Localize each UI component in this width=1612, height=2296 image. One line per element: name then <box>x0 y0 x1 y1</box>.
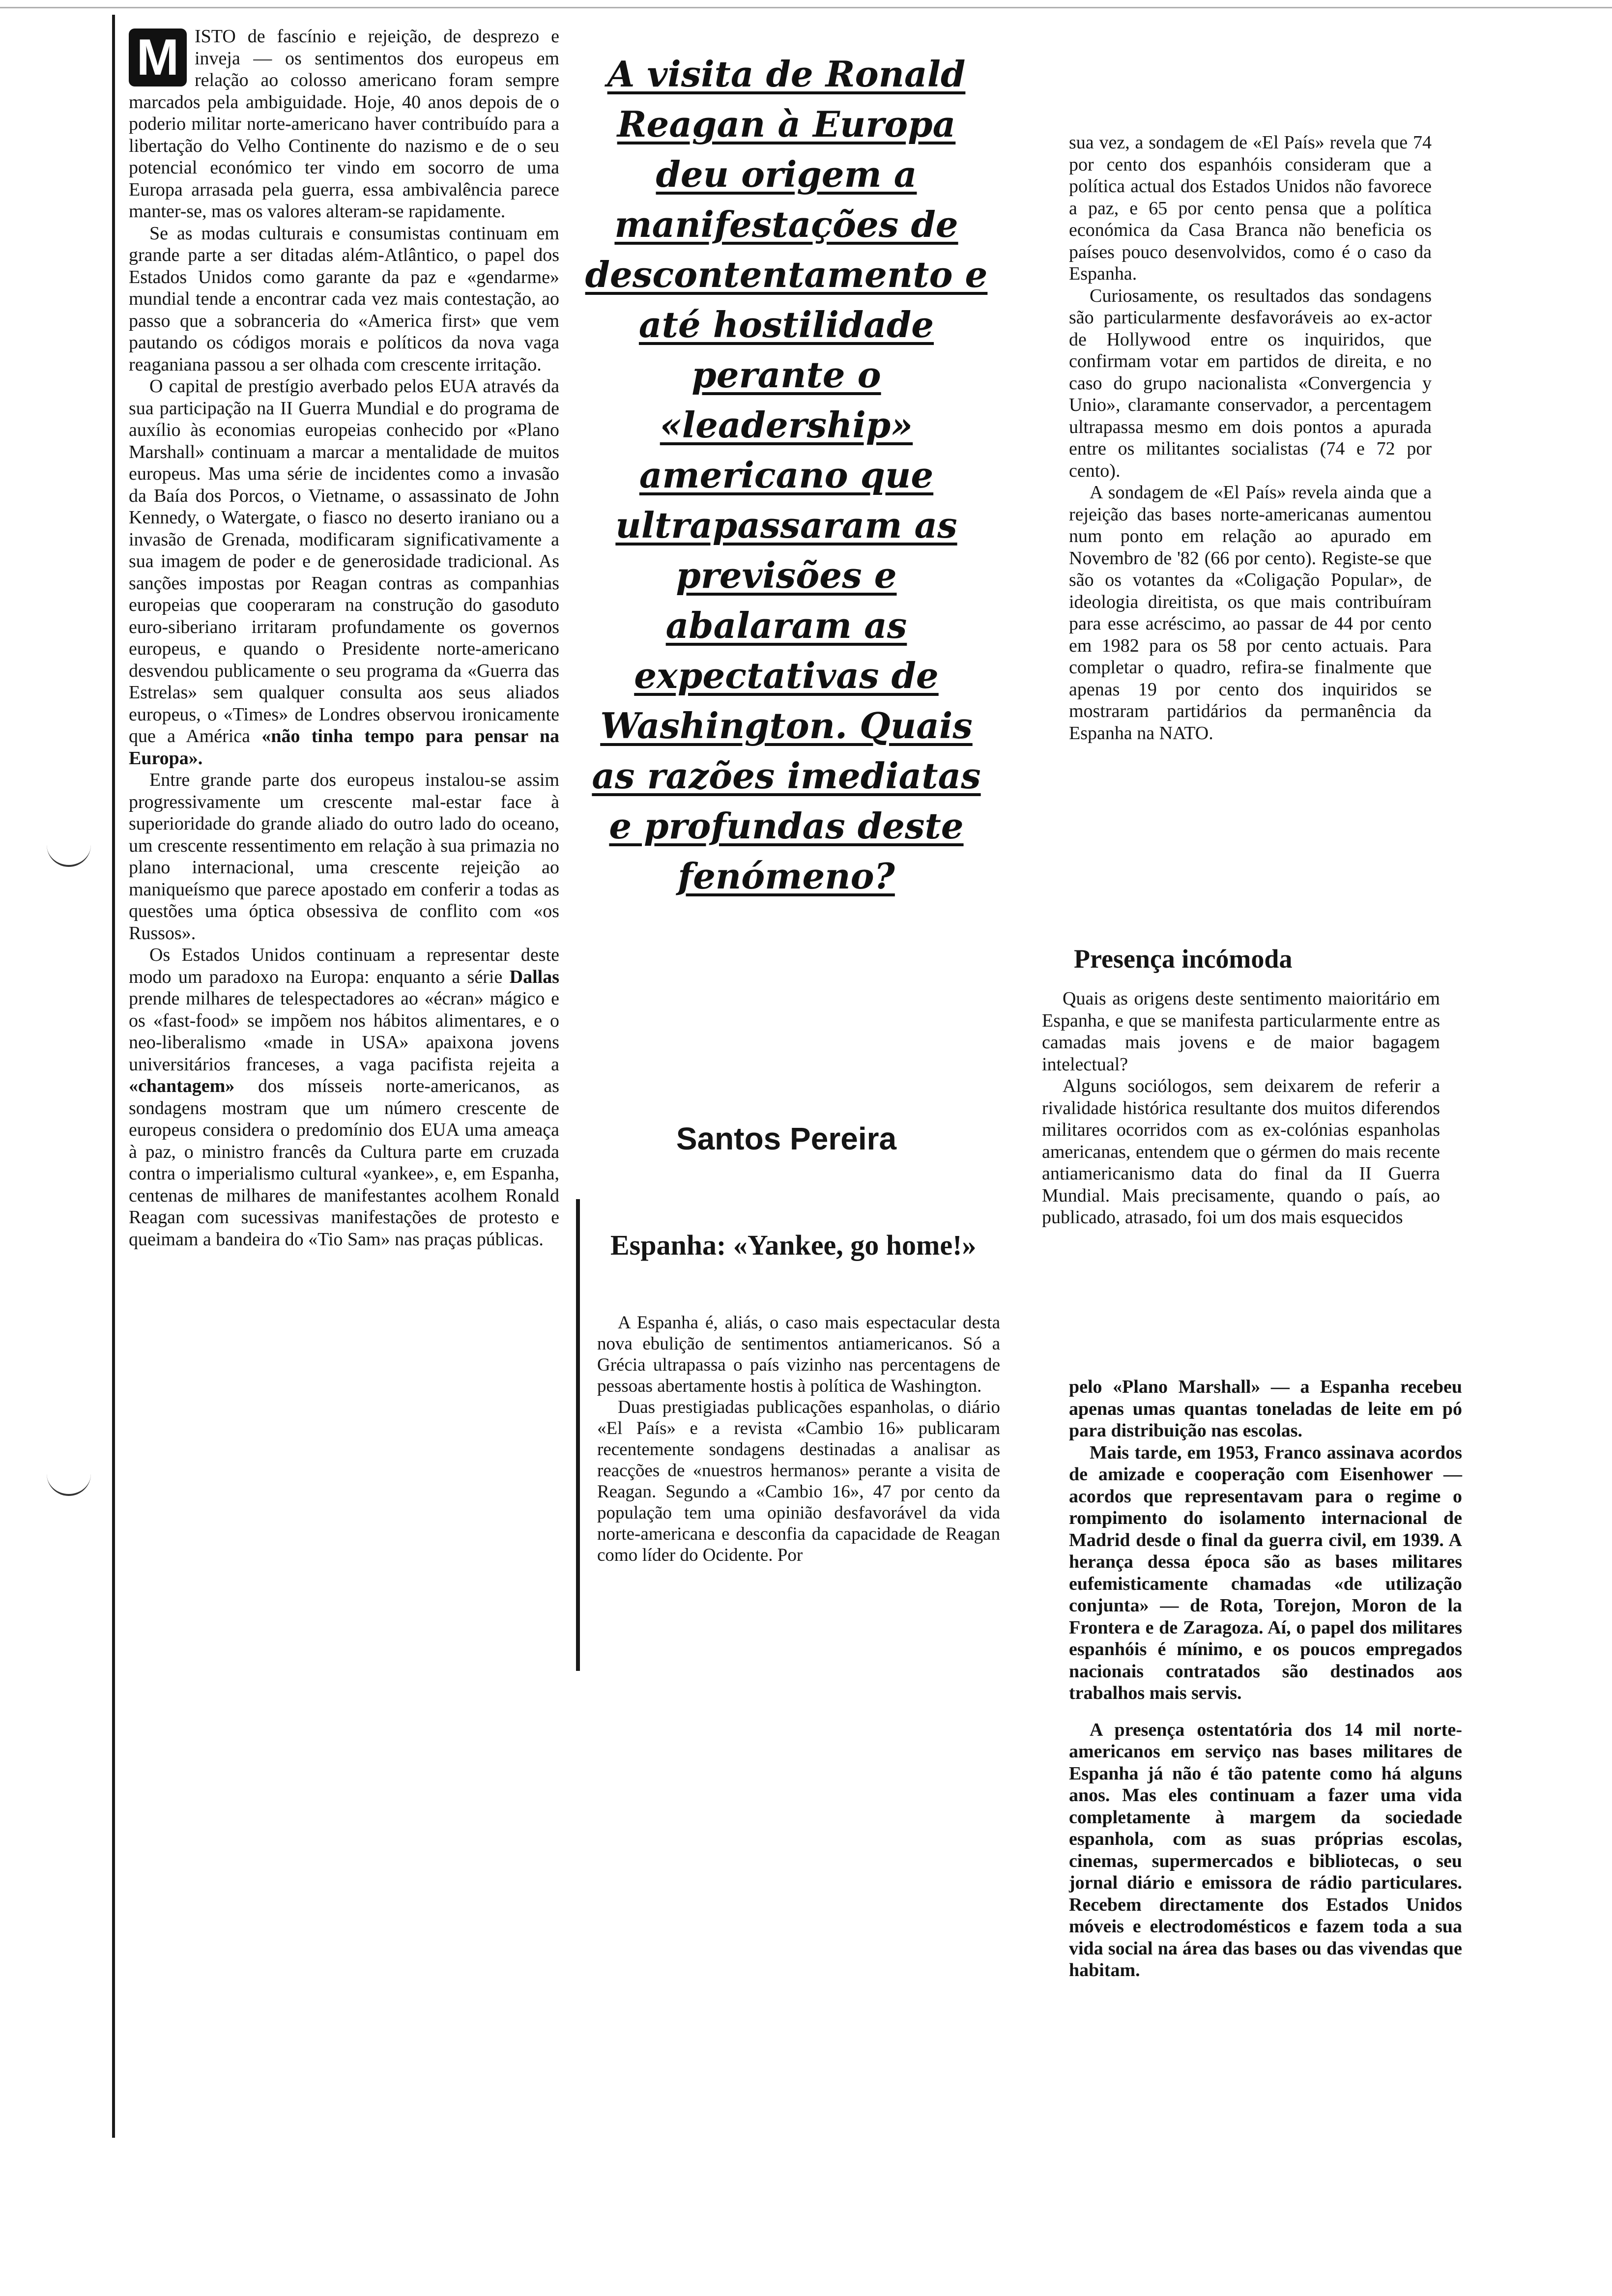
right-column-bottom <box>1069 1376 1462 1981</box>
paragraph-text: prende milhares de telespectadores ao «écran» mágico e os «fast-food» se impõem nos hábitos alimentares, e o neo-liberalismo «made in USA» apaixona jovens universitários franceses, a vaga pacifista rejeita a <box>129 988 559 1075</box>
paragraph-text: dos mísseis norte-americanos, as sondagens mostram que um número crescente de europeus considera o predomínio dos EUA uma ameaça à paz, o ministro francês da Cultura parte em cruzada contra o imperialismo cultural «yankee», e, em Espanha, centenas de milhares de manifestantes acolhem Ronald Reagan com sucessivas manifestações de protesto e queimam a bandeira do «Tio Sam» nas praças públicas. <box>129 1076 560 1250</box>
drop-cap: M <box>129 29 187 86</box>
paragraph: Mais tarde, em 1953, Franco assinava acordos de amizade e cooperação com Eisenhower — acordos que representavam para o regime o rompimento do isolamento internacional de Madrid desde o final da guerra civil, em 1939. A herança dessa época são as bases militares eufemisticamente chamadas «de utilização conjunta» — de Rota, Torejon, Moron de la Frontera e de Zaragoza. Aí, o papel dos militares espanhóis é mínimo, e os poucos empregados nacionais contratados são destinados aos trabalhos mais servis. <box>1069 1442 1462 1703</box>
box-column <box>597 1312 1000 1566</box>
byline: Santos Pereira <box>676 1121 897 1156</box>
box-divider <box>576 1199 580 1671</box>
paragraph-text: Os Estados Unidos continuam a representar deste modo um paradoxo na Europa: enquanto a série <box>129 945 559 987</box>
paragraph: Quais as origens deste sentimento maioritário em Espanha, e que se manifesta particularmente entre as camadas mais jovens e de maior bagagem intelectual? <box>1042 988 1440 1075</box>
right-column-middle <box>1042 988 1440 1229</box>
emphasis-quote: «não tinha tempo para pensar na Europa». <box>129 726 559 769</box>
paragraph-text: ISTO de fascínio e rejeição, de desprezo e inveja — os sentimentos dos europeus em relação ao colosso americano foram sempre marcados pela ambiguidade. Hoje, 40 anos depois de o poderio militar norte-americano haver contribuído para a libertação do Velho Continente do nazismo e de o seu potencial económico ter vindo em socorro de uma Europa arrasada pela guerra, essa ambivalência parece manter-se, mas os valores alteram-se rapidamente. <box>129 26 559 222</box>
emphasis-dallas: Dallas <box>509 966 560 987</box>
headline: A visita de Ronald Reagan à Europa deu origem a manifestações de descontentamento e até hostilidade perante o «leadership» americano que ultrapassaram as previsões e abalaram as expectativas de Washington. Quais as razões imediatas e profundas deste fenómeno? <box>585 53 988 897</box>
paragraph-text: O capital de prestígio averbado pelos EUA através da sua participação na II Guerra Mundial e do programa de auxílio às economias europeias conhecido por «Plano Marshall» continuam a marcar a mentalidade de muitos europeus. Mas uma série de incidentes como a invasão da Baía dos Porcos, o Vietname, o assassinato de John Kennedy, o Watergate, o fiasco no deserto iraniano ou a invasão de Grenada, modificaram significativamente a sua imagem de poder e de generosidade tradicional. As sanções impostas por Reagan contras as companhias europeias que cooperaram na construção do gasoduto euro-siberiano irritaram profundamente os governos europeus, e quando o Presidente norte-americano desvendou publicamente o seu programa da «Guerra das Estrelas» sem qualquer consulta aos seus aliados europeus, o «Times» de Londres observou ironicamente que a América <box>129 376 559 746</box>
paragraph: A Espanha é, aliás, o caso mais espectacular desta nova ebulição de sentimentos antiamericanos. Só a Grécia ultrapassa o país vizinho nas percentagens de pessoas abertamente hostis à política de Washington. <box>597 1313 1000 1396</box>
punch-hole-mark <box>47 840 91 867</box>
column-divider-left <box>112 15 115 2138</box>
paragraph: A sondagem de «El País» revela ainda que a rejeição das bases norte-americanas aumentou num ponto em relação ao apurado em Novembro de '82 (66 por cento). Registe-se que são os votantes da «Coligação Popular», de ideologia direitista, os que mais contribuíram para esse acréscimo, ao passar de 44 por cento em 1982 para os 58 por cento actuais. Para completar o quadro, refira-se finalmente que apenas 19 por cento dos inquiridos se mostraram partidários da permanência da Espanha na NATO. <box>1069 482 1432 744</box>
paragraph: pelo «Plano Marshall» — a Espanha recebeu apenas umas quantas toneladas de leite em pó para distribuição nas escolas. <box>1069 1377 1462 1441</box>
paragraph: sua vez, a sondagem de «El País» revela que 74 por cento dos espanhóis consideram que a política actual dos Estados Unidos não favorece a paz, e 65 por cento pensa que a política económica da Casa Branca não beneficia os países pouco desenvolvidos, como é o caso da Espanha. <box>1069 132 1432 284</box>
emphasis-chantagem: «chantagem» <box>129 1076 235 1096</box>
section-title: Presença incómoda <box>1074 944 1293 974</box>
paragraph <box>129 26 559 223</box>
paragraph <box>129 375 559 769</box>
top-rule <box>0 7 1612 8</box>
punch-hole-mark <box>47 1469 91 1496</box>
box-title: Espanha: «Yankee, go home!» <box>610 1229 977 1261</box>
right-column-top <box>1069 132 1432 744</box>
paragraph: Alguns sociólogos, sem deixarem de referir a rivalidade histórica resultante dos muitos diferendos militares ocorridos com as ex-colónias espanholas americanas, entendem que o gérmen do mais recente antiamericanismo data do final da II Guerra Mundial. Mais precisamente, quando o país, ao publicado, atrasado, foi um dos mais esquecidos <box>1042 1076 1440 1228</box>
left-column <box>129 26 559 1250</box>
paragraph: Se as modas culturais e consumistas continuam em grande parte a ser ditadas além-Atlântico, o papel dos Estados Unidos como garante da paz e «gendarme» mundial tende a encontrar cada vez mais contestação, ao passo que a sobranceria do «America first» que vem pautando os códigos morais e políticos da nova vaga reaganiana passou a ser olhada com crescente irritação. <box>129 223 559 375</box>
paragraph <box>129 944 559 1250</box>
paragraph: Entre grande parte dos europeus instalou-se assim progressivamente um crescente mal-estar face à superioridade do grande aliado do outro lado do oceano, um crescente ressentimento em relação à sua primazia no plano internacional, uma crescente rejeição ao maniqueísmo que parece apostado em conferir a todas as questões uma óptica obsessiva de conflito com «os Russos». <box>129 770 559 944</box>
paragraph: A presença ostentatória dos 14 mil norte-americanos em serviço nas bases militares de Espanha já não é tão patente como há alguns anos. Mas eles continuam a fazer uma vida completamente à margem da sociedade espanhola, com as suas próprias escolas, cinemas, supermercados e bibliotecas, o seu jornal diário e emissora de rádio particulares. Recebem directamente dos Estados Unidos móveis e electrodomésticos e fazem toda a sua vida social na área das bases ou das vivendas que habitam. <box>1069 1719 1462 1980</box>
paragraph: Duas prestigiadas publicações espanholas, o diário «El País» e a revista «Cambio 16» publicaram recentemente sondagens destinadas a analisar as reacções de «nuestros hermanos» perante a visita de Reagan. Segundo a «Cambio 16», 47 por cento da população tem uma opinião desfavorável da vida norte-americana e desconfia da capacidade de Reagan como líder do Ocidente. Por <box>597 1397 1000 1565</box>
paragraph: Curiosamente, os resultados das sondagens são particularmente desfavoráveis ao ex-actor de Hollywood entre os inquiridos, que confirmam votar em partidos de direita, e no caso do grupo nacionalista «Convergencia y Unio», claramante conservador, a percentagem ultrapassa mesmo em dois pontos a apurada entre os militantes socialistas (74 e 72 por cento). <box>1069 285 1432 481</box>
